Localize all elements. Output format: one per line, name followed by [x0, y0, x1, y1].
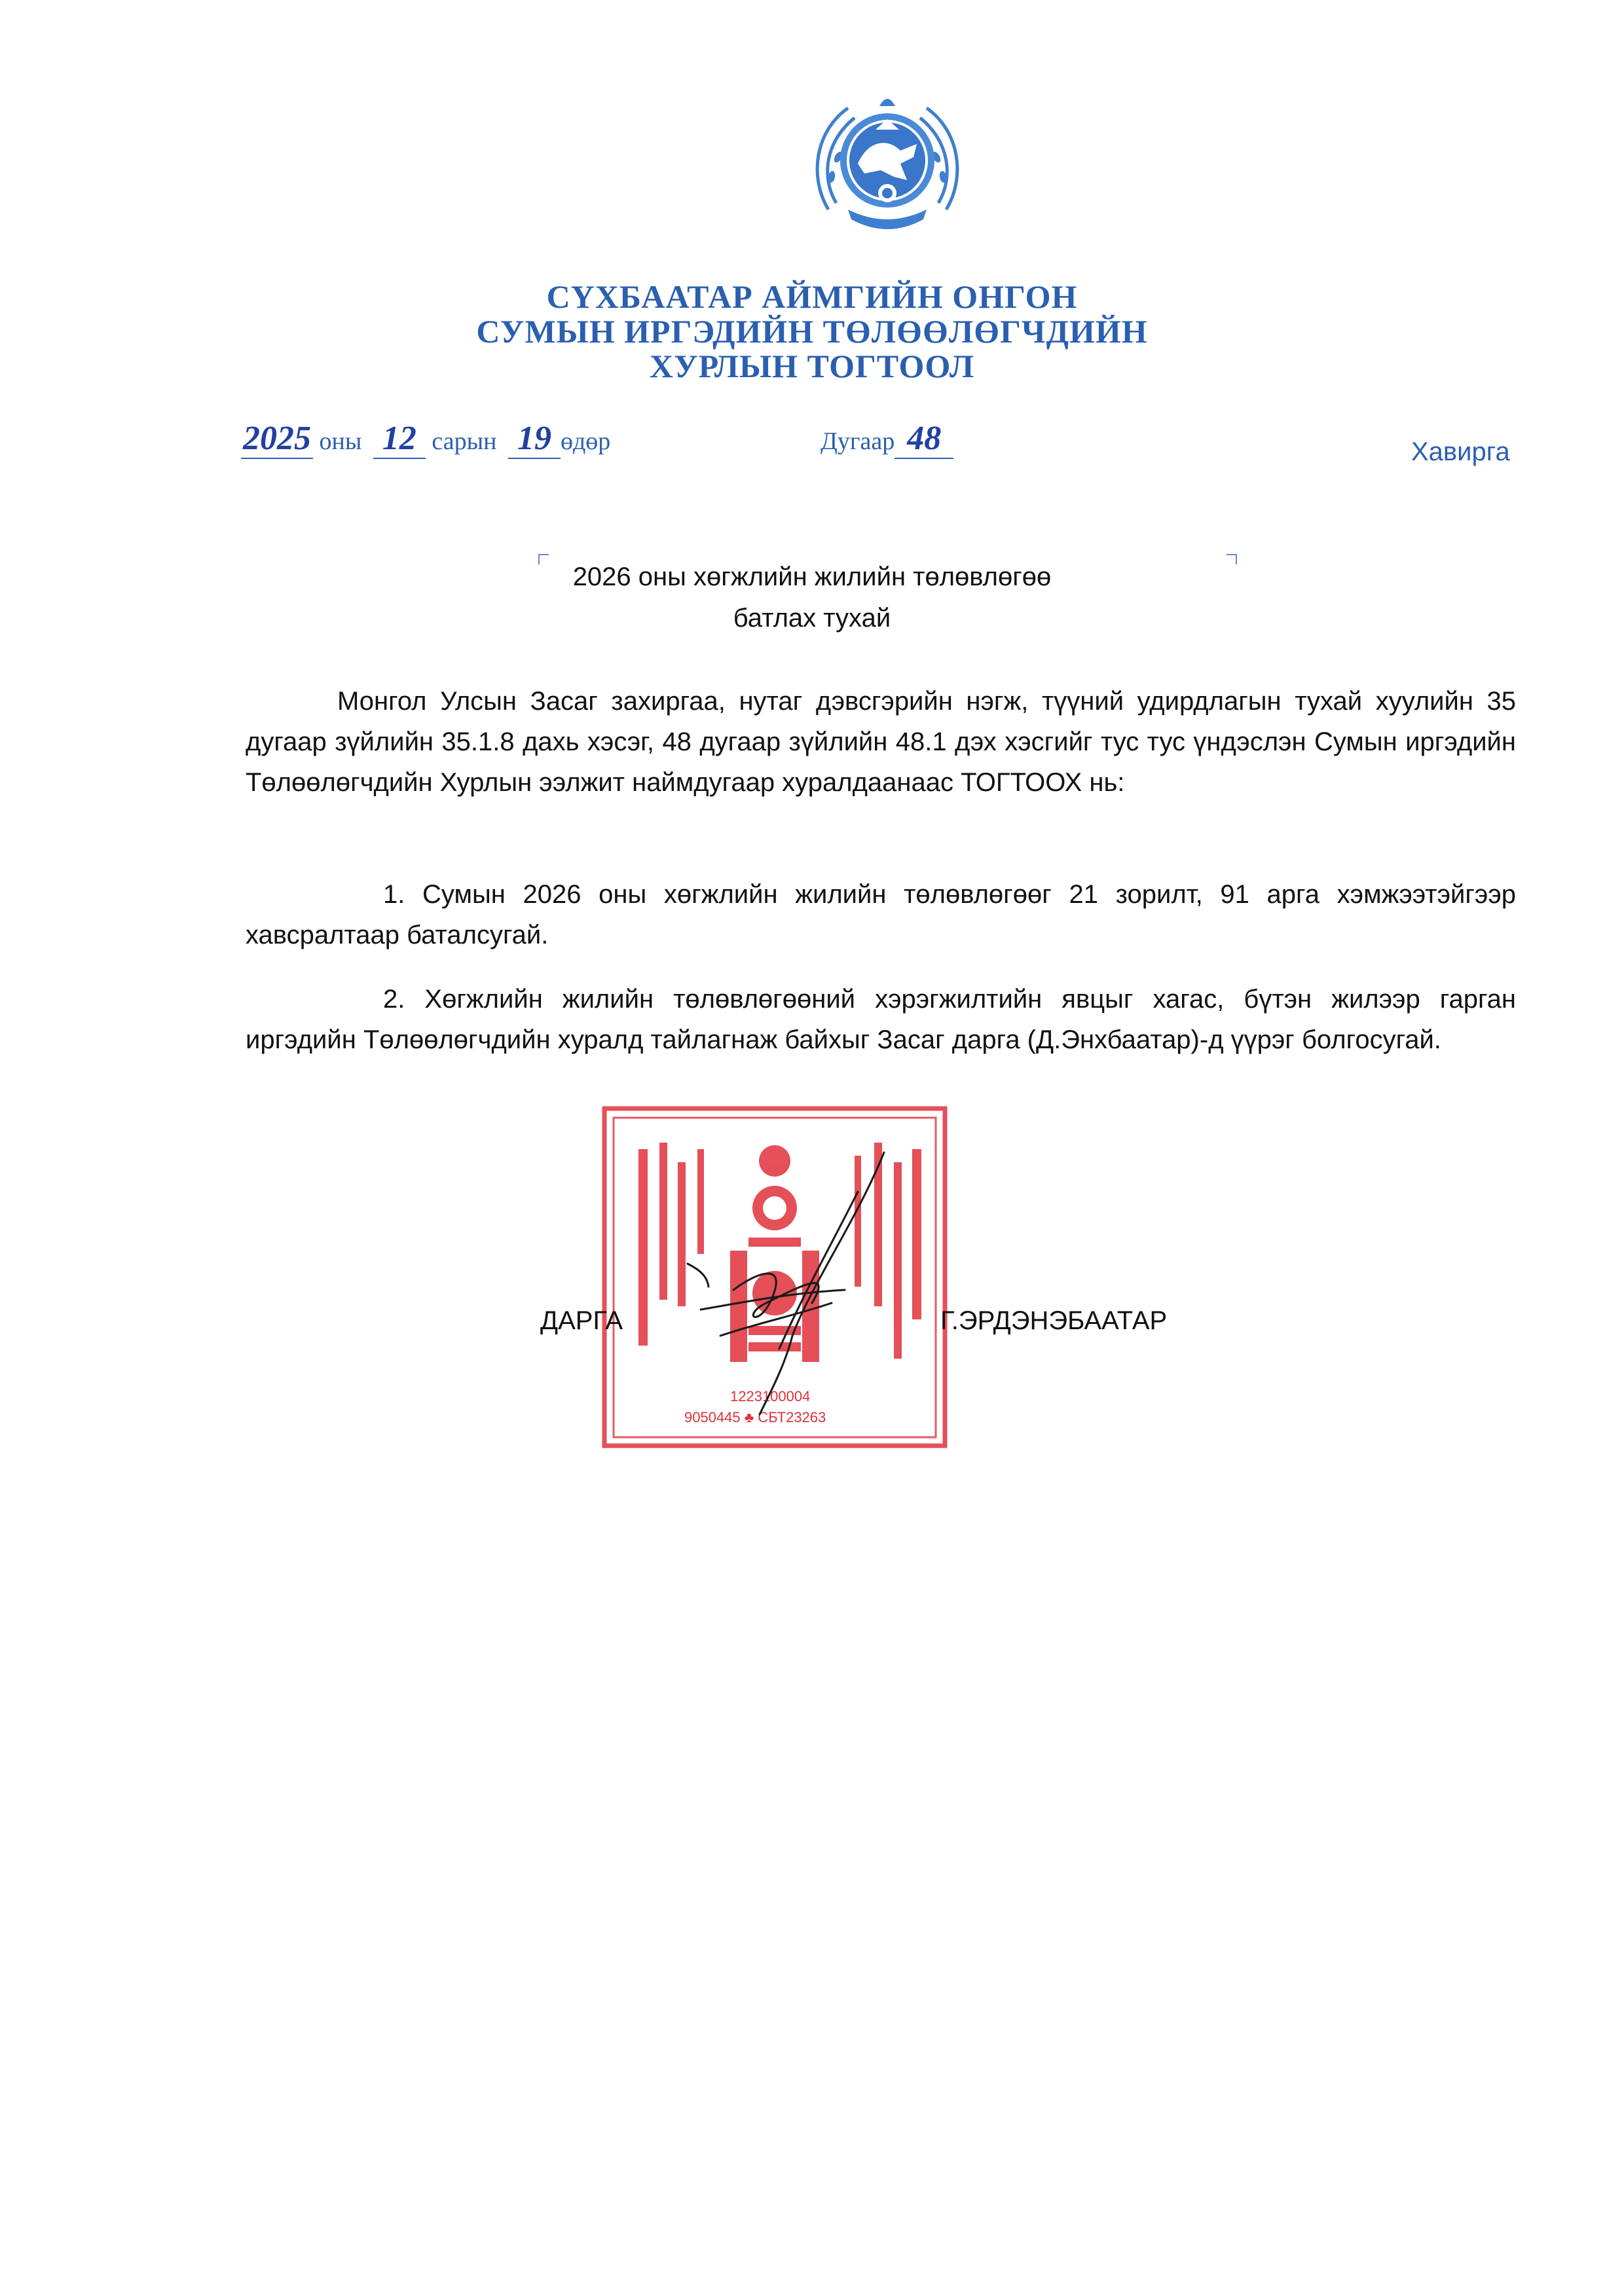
date-year-label: оны [319, 428, 362, 455]
signatory-position: ДАРГА [540, 1306, 623, 1335]
resolution-title-line-1: 2026 оны хөгжлийн жилийн төлөвлөгөө [572, 562, 1052, 591]
date-day: 19 [508, 419, 561, 459]
resolution-item-1: 1. Сумын 2026 оны хөгжлийн жилийн төлөвлөгөөг 21 зорилт, 91 арга хэмжээтэйгээр хавсралтаар баталсугай. [246, 880, 1516, 949]
date-field [241, 419, 610, 459]
place-name: Хавирга [1411, 437, 1510, 466]
number-label: Дугаар [821, 428, 895, 455]
resolution-title-line-2: батлах тухай [733, 604, 891, 633]
mongolia-state-emblem-icon [802, 79, 972, 249]
date-year: 2025 [241, 419, 313, 459]
number-value: 48 [895, 419, 953, 459]
signatory-name: Г.ЭРДЭНЭБААТАР [940, 1306, 1168, 1335]
header-line-1: СҮХБААТАР АЙМГИЙН ОНГОН [546, 278, 1078, 315]
header-line-3: ХУРЛЫН ТОГТООЛ [649, 348, 975, 384]
date-month: 12 [373, 419, 426, 459]
resolution-item-2: 2. Хөгжлийн жилийн төлөвлөгөөний хэрэгжилтийн явцыг хагас, бүтэн жилээр гарган иргэдийн Төлөөлөгчдийн хуралд тайлагнаж байхыг Засаг дарга (Д.Энхбаатар)-д үүрэг болгосугай. [246, 985, 1516, 1054]
stamp-code: 9050445 ♣ СБТ23263 [684, 1409, 826, 1425]
stamp-number: 1223100004 [730, 1388, 811, 1405]
document-number [821, 419, 953, 459]
handwritten-signature [661, 1139, 950, 1427]
date-day-label: өдөр [560, 428, 611, 455]
header-line-2: СУМЫН ИРГЭДИЙН ТӨЛӨӨЛӨГЧДИЙН [476, 313, 1148, 350]
date-month-label: сарын [432, 428, 497, 455]
intro-paragraph: Монгол Улсын Засаг захиргаа, нутаг дэвсгэрийн нэгж, түүний удирдлагын тухай хуулийн 35 дугаар зүйлийн 35.1.8 дахь хэсэг, 48 дугаар зүйлийн 48.1 дэх хэсгийг тус тус үндэслэн Сумын иргэдийн Төлөөлөгчдийн Хурлын ээлжит наймдугаар хуралдаанаас ТОГТООХ нь: [246, 687, 1516, 797]
